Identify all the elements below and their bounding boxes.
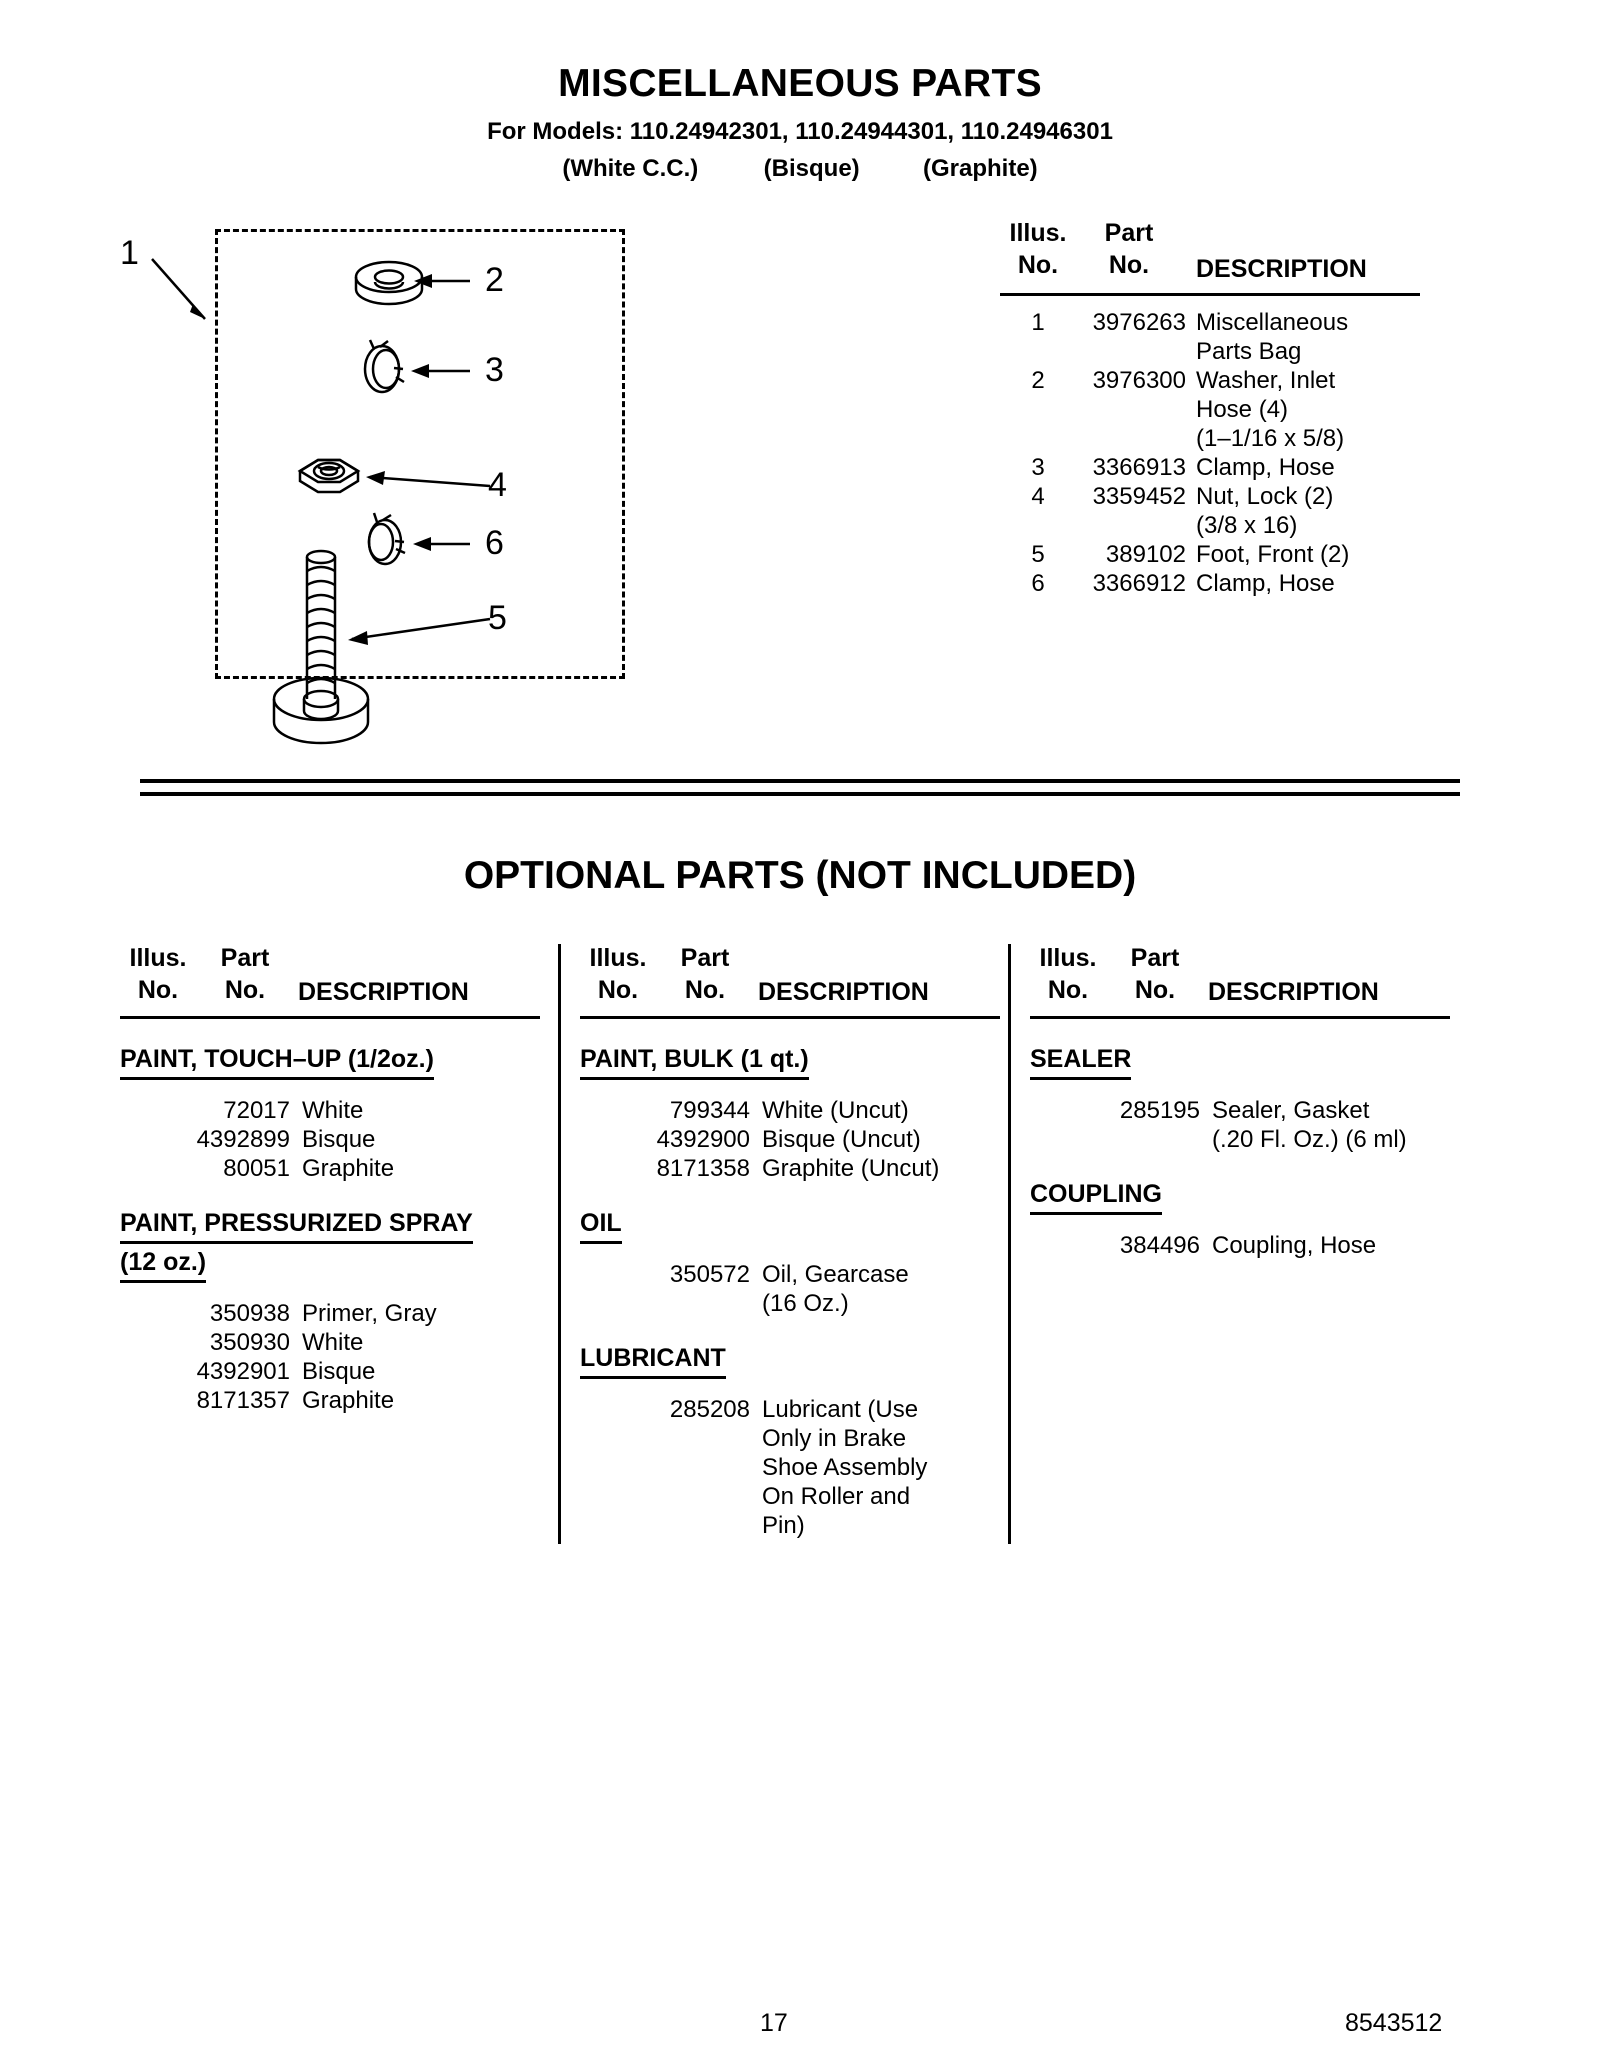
- cell-illus-no: 5: [1031, 541, 1045, 568]
- main-table-body: [1000, 296, 1420, 598]
- table-row: [1000, 540, 1420, 569]
- section-heading-group: [1030, 1019, 1450, 1080]
- section-heading-group: [580, 1318, 1000, 1379]
- desc-line: (.20 Fl. Oz.) (6 ml): [1212, 1126, 1407, 1153]
- cell-part-no: 4392899: [196, 1126, 290, 1153]
- cell-part-no: 4392901: [196, 1358, 290, 1385]
- section-heading-lubricant: LUBRICANT: [580, 1344, 726, 1379]
- cell-part-no: 384496: [1119, 1232, 1200, 1259]
- illus-label-line2: No.: [597, 976, 639, 1004]
- cell-description: [1196, 569, 1420, 598]
- cell-part-no: 285208: [669, 1396, 750, 1423]
- section-items: [120, 1096, 540, 1183]
- desc-line: Pin): [762, 1512, 805, 1539]
- cell-part-no: 8171357: [196, 1387, 290, 1414]
- desc-line: (16 Oz.): [762, 1290, 849, 1317]
- list-item: [580, 1125, 1000, 1154]
- illus-label-line1: Illus.: [1009, 219, 1067, 247]
- callout-label-5: 5: [488, 599, 507, 637]
- section-divider: [140, 779, 1460, 796]
- desc-line: Shoe Assembly: [762, 1454, 928, 1481]
- cell-part-no: 3366913: [1092, 454, 1186, 481]
- part-label-line1: Part: [1104, 219, 1154, 247]
- list-item: [580, 1395, 1000, 1540]
- desc-line: Sealer, Gasket: [1212, 1097, 1370, 1124]
- section-items: [120, 1299, 540, 1415]
- desc-line: Clamp, Hose: [1196, 454, 1335, 481]
- divider-line-bottom: [140, 792, 1460, 796]
- model-numbers-line: For Models: 110.24942301, 110.24944301, 110.24946301: [487, 118, 1113, 145]
- section-items: [580, 1395, 1000, 1540]
- illus-label-line2: No.: [137, 976, 179, 1004]
- cell-illus-no: 2: [1031, 367, 1045, 394]
- list-item: [1030, 1096, 1450, 1154]
- column-header-description: DESCRIPTION: [1208, 978, 1379, 1006]
- cell-illus-no: 4: [1031, 483, 1045, 510]
- list-item: [120, 1096, 540, 1125]
- cell-illus-no: 3: [1031, 454, 1045, 481]
- column-header-row: [1030, 944, 1450, 1014]
- callout-label-2: 2: [485, 261, 504, 299]
- optional-parts-columns: [0, 944, 1600, 1564]
- cell-part-no: 285195: [1119, 1097, 1200, 1124]
- column-header-illus-no: [580, 944, 656, 1005]
- illustration-drawings: [0, 219, 840, 779]
- cell-part-no: 4392900: [656, 1126, 750, 1153]
- column-header-row: [580, 944, 1000, 1014]
- part-label-line1: Part: [220, 944, 270, 972]
- part-label-line1: Part: [680, 944, 730, 972]
- section-heading-group: [1030, 1154, 1450, 1215]
- section-heading-coupling: COUPLING: [1030, 1180, 1162, 1215]
- cell-description: White: [302, 1329, 364, 1356]
- illus-label-line1: Illus.: [589, 944, 647, 972]
- section-items: [580, 1096, 1000, 1183]
- column-header-part-no: [202, 944, 288, 1005]
- cell-description: Graphite: [302, 1155, 395, 1182]
- main-parts-block: [0, 219, 1600, 779]
- desc-line: Parts Bag: [1196, 338, 1302, 365]
- list-item: [120, 1357, 540, 1386]
- section-heading-group: [120, 1244, 540, 1283]
- optional-column-2: [580, 944, 1000, 1540]
- cell-part-no: 350938: [209, 1300, 290, 1327]
- cell-part-no: 3359452: [1092, 483, 1186, 510]
- desc-line: (3/8 x 16): [1196, 512, 1298, 539]
- table-row: [1000, 453, 1420, 482]
- column-header-part-no: [1086, 219, 1172, 280]
- list-item: [120, 1299, 540, 1328]
- column-separator: [1008, 944, 1011, 1544]
- cell-description: Graphite: [302, 1387, 395, 1414]
- column-header-description: DESCRIPTION: [758, 978, 929, 1006]
- cell-part-no: 350572: [669, 1261, 750, 1288]
- section-heading-paint-spray-size: (12 oz.): [120, 1248, 206, 1283]
- cell-description: [1196, 308, 1420, 366]
- table-row: [1000, 569, 1420, 598]
- list-item: [580, 1260, 1000, 1318]
- cell-part-no: 3366912: [1092, 570, 1186, 597]
- cell-description: [1196, 453, 1420, 482]
- column-header-description: DESCRIPTION: [298, 978, 469, 1006]
- column-header-part-no: [1112, 944, 1198, 1005]
- list-item: [580, 1154, 1000, 1183]
- desc-line: (1–1/16 x 5/8): [1196, 425, 1345, 452]
- list-item: [1030, 1231, 1450, 1260]
- section-items: [1030, 1096, 1450, 1154]
- cell-description: [1196, 540, 1420, 569]
- illus-label-line1: Illus.: [1039, 944, 1097, 972]
- desc-line: Oil, Gearcase: [762, 1261, 909, 1288]
- section-heading-paint-bulk: PAINT, BULK (1 qt.): [580, 1045, 809, 1080]
- desc-line: Foot, Front (2): [1196, 541, 1350, 568]
- cell-part-no: 799344: [669, 1097, 750, 1124]
- cell-description: Graphite (Uncut): [762, 1155, 940, 1182]
- illus-label-line1: Illus.: [129, 944, 187, 972]
- main-parts-table: [1000, 219, 1420, 598]
- desc-line: Hose (4): [1196, 396, 1289, 423]
- cell-illus-no: 6: [1031, 570, 1045, 597]
- section-items: [1030, 1231, 1450, 1260]
- cell-description: White: [302, 1097, 364, 1124]
- column-header-description: DESCRIPTION: [1196, 255, 1367, 283]
- cell-description: Primer, Gray: [302, 1300, 437, 1327]
- desc-line: Washer, Inlet: [1196, 367, 1336, 394]
- list-item: [120, 1154, 540, 1183]
- color-variant-white: (White C.C.): [562, 155, 699, 182]
- section-heading-group: [580, 1183, 1000, 1244]
- table-row: [1000, 482, 1420, 540]
- callout-label-1: 1: [120, 234, 139, 272]
- cell-part-no: 72017: [223, 1097, 290, 1124]
- cell-description: [1196, 366, 1420, 453]
- list-item: [120, 1125, 540, 1154]
- column-header-illus-no: [1030, 944, 1106, 1005]
- cell-description: Bisque: [302, 1126, 376, 1153]
- optional-parts-title: OPTIONAL PARTS (NOT INCLUDED): [463, 854, 1137, 897]
- section-items: [580, 1260, 1000, 1318]
- cell-part-no: 350930: [209, 1329, 290, 1356]
- list-item: [580, 1096, 1000, 1125]
- callout-label-4: 4: [488, 466, 507, 504]
- cell-part-no: 80051: [223, 1155, 290, 1182]
- desc-line: Lubricant (Use: [762, 1396, 919, 1423]
- section-heading-paint-touchup: PAINT, TOUCH–UP (1/2oz.): [120, 1045, 434, 1080]
- document-number: 8543512: [1345, 2009, 1443, 2037]
- callout-label-6: 6: [485, 524, 504, 562]
- part-label-line1: Part: [1130, 944, 1180, 972]
- callout-label-3: 3: [485, 351, 504, 389]
- optional-column-1: [120, 944, 540, 1415]
- section-heading-sealer: SEALER: [1030, 1045, 1131, 1080]
- column-separator: [558, 944, 561, 1544]
- column-header-row: [120, 944, 540, 1014]
- cell-description: [762, 1260, 1000, 1318]
- cell-illus-no: 1: [1031, 309, 1045, 336]
- cell-part-no: 389102: [1105, 541, 1186, 568]
- cell-part-no: 3976263: [1092, 309, 1186, 336]
- part-label-line2: No.: [224, 976, 266, 1004]
- column-header-illus-no: [120, 944, 196, 1005]
- cell-part-no: 3976300: [1092, 367, 1186, 394]
- cell-description: [1212, 1096, 1450, 1154]
- list-item: [120, 1386, 540, 1415]
- cell-description: White (Uncut): [762, 1097, 909, 1124]
- column-header-illus-no: [1000, 219, 1076, 280]
- table-row: [1000, 308, 1420, 366]
- color-variant-bisque: (Bisque): [763, 155, 860, 182]
- table-header-row: [1000, 219, 1420, 291]
- color-variants-line: [0, 155, 1600, 183]
- desc-line: Miscellaneous: [1196, 309, 1349, 336]
- section-heading-group: [120, 1019, 540, 1080]
- part-label-line2: No.: [1108, 251, 1150, 279]
- divider-line-top: [140, 779, 1460, 783]
- section-heading-group: [120, 1183, 540, 1244]
- desc-line: Nut, Lock (2): [1196, 483, 1334, 510]
- cell-description: [1196, 482, 1420, 540]
- desc-line: Only in Brake: [762, 1425, 907, 1452]
- table-row: [1000, 366, 1420, 453]
- desc-line: Clamp, Hose: [1196, 570, 1335, 597]
- cell-description: Bisque (Uncut): [762, 1126, 921, 1153]
- column-header-part-no: [662, 944, 748, 1005]
- list-item: [120, 1328, 540, 1357]
- part-label-line2: No.: [684, 976, 726, 1004]
- illus-label-line2: No.: [1017, 251, 1059, 279]
- section-heading-paint-spray: PAINT, PRESSURIZED SPRAY: [120, 1209, 473, 1244]
- cell-description: Bisque: [302, 1358, 376, 1385]
- illus-label-line2: No.: [1047, 976, 1089, 1004]
- cell-description: [762, 1395, 1000, 1540]
- part-label-line2: No.: [1134, 976, 1176, 1004]
- color-variant-graphite: (Graphite): [923, 155, 1038, 182]
- section-heading-group: [580, 1019, 1000, 1080]
- cell-part-no: 8171358: [656, 1155, 750, 1182]
- desc-line: On Roller and: [762, 1483, 911, 1510]
- section-heading-oil: OIL: [580, 1209, 622, 1244]
- parts-illustration: [0, 219, 840, 779]
- page-number: 17: [760, 2009, 788, 2037]
- page-title: MISCELLANEOUS PARTS: [558, 62, 1042, 105]
- cell-description: Coupling, Hose: [1212, 1232, 1377, 1259]
- optional-column-3: [1030, 944, 1450, 1260]
